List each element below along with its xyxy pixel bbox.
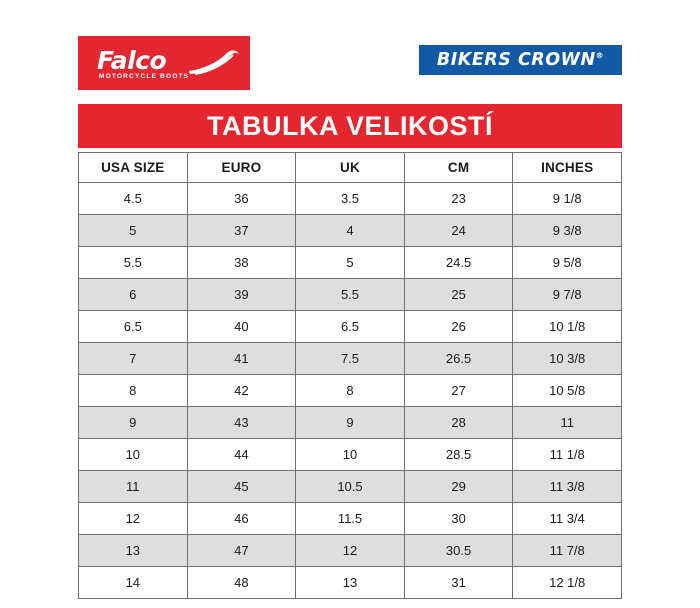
- cell-euro: 40: [187, 311, 296, 343]
- cell-cm: 28.5: [404, 439, 513, 471]
- table-row: [79, 279, 622, 311]
- cell-cm: 28: [404, 407, 513, 439]
- cell-usa-size: 7: [79, 343, 188, 375]
- cell-cm: 31: [404, 567, 513, 599]
- cell-euro: 39: [187, 279, 296, 311]
- table-row: [79, 407, 622, 439]
- table-row: [79, 183, 622, 215]
- cell-usa-size: 5: [79, 215, 188, 247]
- cell-inches: 11 3/4: [513, 503, 622, 535]
- cell-inches: 11 3/8: [513, 471, 622, 503]
- cell-usa-size: 6.5: [79, 311, 188, 343]
- cell-euro: 47: [187, 535, 296, 567]
- cell-usa-size: 9: [79, 407, 188, 439]
- cell-cm: 30.5: [404, 535, 513, 567]
- cell-inches: 9 1/8: [513, 183, 622, 215]
- cell-usa-size: 5.5: [79, 247, 188, 279]
- cell-euro: 38: [187, 247, 296, 279]
- table-header-row: [79, 153, 622, 183]
- table-row: [79, 471, 622, 503]
- cell-euro: 43: [187, 407, 296, 439]
- cell-inches: 11 7/8: [513, 535, 622, 567]
- cell-usa-size: 14: [79, 567, 188, 599]
- cell-uk: 13: [296, 567, 405, 599]
- cell-uk: 12: [296, 535, 405, 567]
- cell-cm: 24: [404, 215, 513, 247]
- cell-uk: 3.5: [296, 183, 405, 215]
- cell-inches: 10 3/8: [513, 343, 622, 375]
- cell-cm: 25: [404, 279, 513, 311]
- cell-inches: 12 1/8: [513, 567, 622, 599]
- column-header-inches: INCHES: [513, 153, 622, 183]
- cell-euro: 48: [187, 567, 296, 599]
- registered-trademark-icon: ®: [595, 51, 605, 61]
- cell-euro: 41: [187, 343, 296, 375]
- cell-uk: 6.5: [296, 311, 405, 343]
- cell-euro: 44: [187, 439, 296, 471]
- column-header-euro: EURO: [187, 153, 296, 183]
- brand-row: [78, 36, 622, 90]
- bikers-crown-logo: [419, 45, 622, 75]
- cell-uk: 5: [296, 247, 405, 279]
- table-row: [79, 439, 622, 471]
- cell-uk: 8: [296, 375, 405, 407]
- cell-cm: 30: [404, 503, 513, 535]
- cell-uk: 4: [296, 215, 405, 247]
- table-row: [79, 375, 622, 407]
- cell-usa-size: 13: [79, 535, 188, 567]
- cell-euro: 46: [187, 503, 296, 535]
- cell-cm: 27: [404, 375, 513, 407]
- cell-inches: 9 7/8: [513, 279, 622, 311]
- cell-euro: 45: [187, 471, 296, 503]
- page-title: TABULKA VELIKOSTÍ: [207, 110, 493, 141]
- cell-euro: 37: [187, 215, 296, 247]
- table-row: [79, 247, 622, 279]
- table-header: [79, 153, 622, 183]
- cell-uk: 11.5: [296, 503, 405, 535]
- falco-swoosh-icon: [187, 49, 241, 75]
- table-row: [79, 343, 622, 375]
- cell-usa-size: 4.5: [79, 183, 188, 215]
- cell-cm: 26.5: [404, 343, 513, 375]
- cell-cm: 23: [404, 183, 513, 215]
- table-row: [79, 503, 622, 535]
- size-conversion-table: [78, 152, 622, 599]
- chart-title-bar: [78, 104, 622, 148]
- cell-cm: 26: [404, 311, 513, 343]
- cell-uk: 10.5: [296, 471, 405, 503]
- falco-logo: [78, 36, 250, 90]
- table-row: [79, 567, 622, 599]
- cell-euro: 36: [187, 183, 296, 215]
- cell-usa-size: 11: [79, 471, 188, 503]
- column-header-uk: UK: [296, 153, 405, 183]
- falco-brand-name: Falco: [97, 46, 167, 75]
- table-body: [79, 183, 622, 599]
- cell-euro: 42: [187, 375, 296, 407]
- column-header-usa-size: USA SIZE: [79, 153, 188, 183]
- cell-inches: 11 1/8: [513, 439, 622, 471]
- cell-inches: 9 5/8: [513, 247, 622, 279]
- cell-usa-size: 12: [79, 503, 188, 535]
- cell-usa-size: 6: [79, 279, 188, 311]
- cell-cm: 24.5: [404, 247, 513, 279]
- cell-uk: 5.5: [296, 279, 405, 311]
- cell-inches: 10 1/8: [513, 311, 622, 343]
- column-header-cm: CM: [404, 153, 513, 183]
- cell-uk: 7.5: [296, 343, 405, 375]
- table-row: [79, 311, 622, 343]
- cell-inches: 11: [513, 407, 622, 439]
- table-row: [79, 215, 622, 247]
- bikers-crown-name: BIKERS CROWN®: [436, 50, 605, 70]
- cell-uk: 10: [296, 439, 405, 471]
- cell-cm: 29: [404, 471, 513, 503]
- falco-wordmark: [89, 48, 239, 78]
- cell-inches: 10 5/8: [513, 375, 622, 407]
- falco-tagline: MOTORCYCLE BOOTS: [99, 73, 190, 80]
- cell-usa-size: 10: [79, 439, 188, 471]
- cell-inches: 9 3/8: [513, 215, 622, 247]
- cell-usa-size: 8: [79, 375, 188, 407]
- cell-uk: 9: [296, 407, 405, 439]
- table-row: [79, 535, 622, 567]
